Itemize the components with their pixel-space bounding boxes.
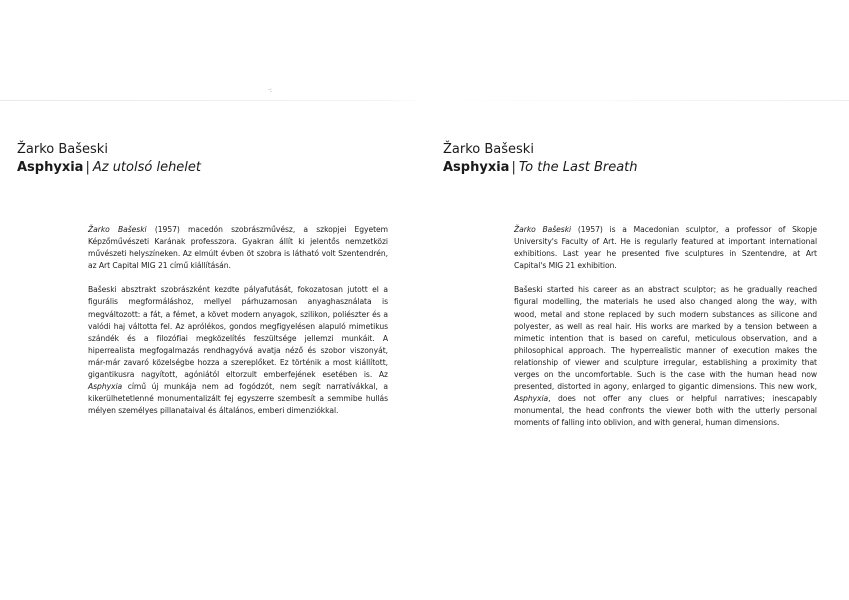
hungarian-body xyxy=(88,224,388,429)
intro-paragraph xyxy=(514,224,817,272)
paragraph-text-tail: , does not offer any clues or helpful narratives; inescapably monumental, the head confronts the viewer both with the utterly personal moments of falling into oblivion, and with general, human dimensions. xyxy=(514,394,817,428)
intro-paragraph xyxy=(88,224,388,272)
paragraph-text: Bašeski absztrakt szobrászként kezdte pályafutását, fokozatosan jutott el a figurális megformáláshoz, mellyel párhuzamosan anyaghasználata is megváltozott: a fát, a fémet, a követ modern anyagok, szilikon, poliészter és a valódi haj váltotta fel. Az aprólékos, gondos megfigyelésen alapuló mimetikus szándék és a filozófiai megközelítés feszültsége jellemzi munkáit. A hiperrealista megfogalmazás rendhagyóvá avatja néző és szobor viszonyát, már-már zavaró közelségbe hozza a szereplőket. Ez történik a most kiállított, gigantikusra nagyított, agóniától eltorzult emberfejének esetében is. Az xyxy=(88,285,388,380)
artist-name: Žarko Bašeski xyxy=(17,142,108,157)
title-separator: | xyxy=(511,160,516,175)
paragraph-text: (1957) macedón szobrászművész, a szkopjei Egyetem Képzőművészeti Karának professzora. Gyakran állít ki jelentős nemzetközi művészeti helyszíneken. Az elmúlt évben öt szobra is látható volt Szentendrén, az Art Capital MIG 21 című kiállításán. xyxy=(88,225,388,271)
description-paragraph xyxy=(514,284,817,429)
artwork-title-main: Asphyxia xyxy=(443,160,510,175)
artist-name-inline: Žarko Bašeski xyxy=(514,225,572,234)
print-speck: ·: xyxy=(268,87,272,94)
artwork-subtitle: Az utolsó lehelet xyxy=(92,160,202,175)
paragraph-text-tail: című új munkája nem ad fogódzót, nem segít narratívákkal, a kikerülhetetlenné monumentalizált fej egyszerre szembesít a semmibe hullás mélyen személyes pillanataival és általános, emberi dimenziókkal. xyxy=(88,382,388,416)
artwork-title xyxy=(443,159,638,177)
paragraph-text: (1957) is a Macedonian sculptor, a professor of Skopje University's Faculty of Art. He is regularly featured at important international exhibitions. Last year he presented five sculptures in Szentendre, at Art Capital's MIG 21 exhibition. xyxy=(514,225,817,271)
hungarian-panel xyxy=(0,0,424,600)
title-separator: | xyxy=(85,160,90,175)
english-heading xyxy=(443,141,638,177)
artist-name-inline: Žarko Bašeski xyxy=(88,225,147,234)
artist-name: Žarko Bašeski xyxy=(443,142,534,157)
description-paragraph xyxy=(88,284,388,417)
english-body xyxy=(514,224,817,442)
artwork-title-inline: Asphyxia xyxy=(88,382,123,392)
artwork-title-inline: Asphyxia xyxy=(514,394,549,404)
english-panel xyxy=(425,0,849,600)
artwork-title xyxy=(17,159,201,177)
paragraph-text: Bašeski started his career as an abstract sculptor; as he gradually reached figural modelling, the materials he used also changed along the way, with wood, metal and stone replaced by such modern substances as silicone and polyester, as well as real hair. His works are marked by a tension between a mimetic intention that is based on careful, meticulous observation, and a philosophical approach. The hyperrealistic manner of execution makes the relationship of viewer and sculpture irregular, establishing a proximity that verges on the uncomfortable. Such is the case with the human head now presented, distorted in agony, enlarged to gigantic dimensions. This new work, xyxy=(514,285,817,392)
artwork-title-main: Asphyxia xyxy=(17,160,84,175)
artwork-subtitle: To the Last Breath xyxy=(518,160,638,175)
hungarian-heading xyxy=(17,141,201,177)
